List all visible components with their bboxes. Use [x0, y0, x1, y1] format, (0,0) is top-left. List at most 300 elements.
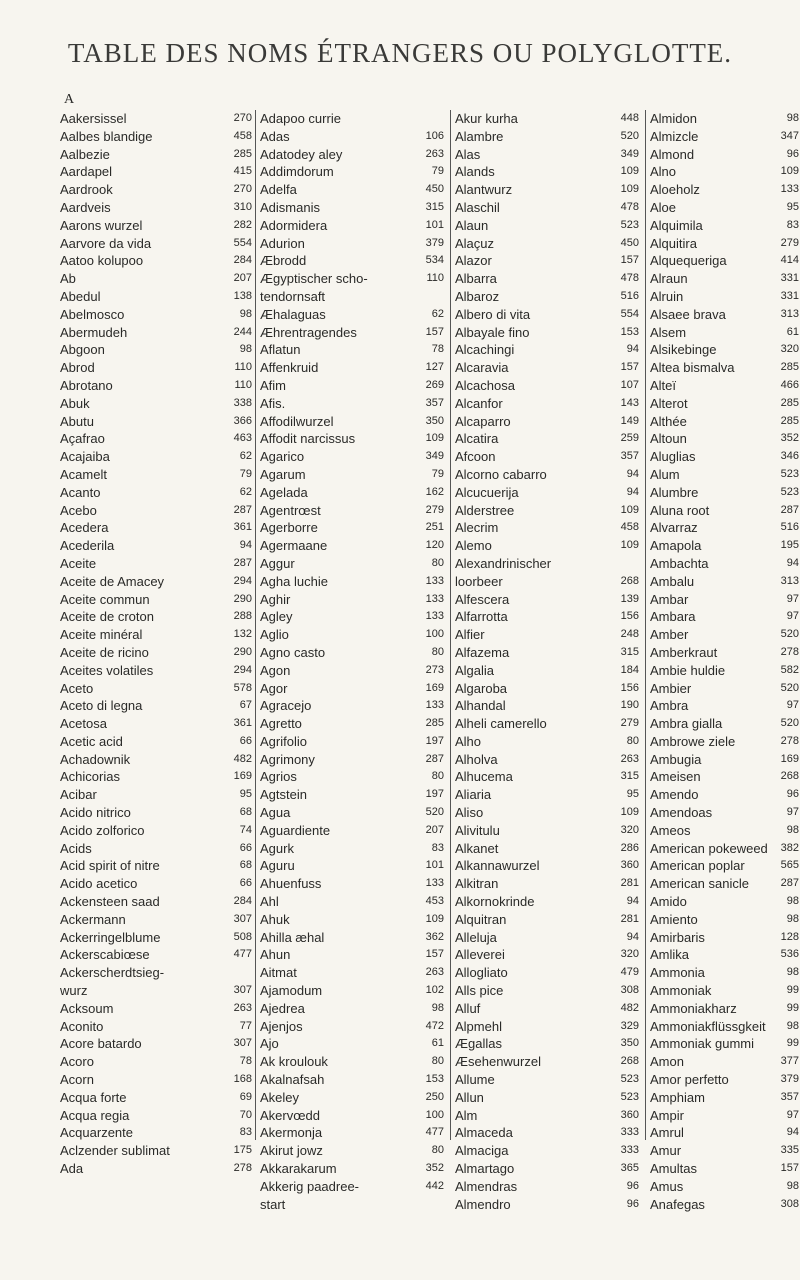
entry-page-number: 477: [425, 1126, 444, 1139]
entry-name: Abedul: [60, 288, 101, 304]
entry-page-number: 67: [239, 699, 252, 712]
entry-name: Alteï: [650, 377, 677, 393]
index-entry: [646, 537, 800, 555]
index-entry: [646, 448, 800, 466]
index-entry: [256, 306, 446, 324]
entry-page-number: 66: [239, 841, 252, 854]
index-entry: [256, 377, 446, 395]
entry-name: Amendo: [650, 787, 699, 803]
entry-name: Alquimila: [650, 217, 703, 233]
entry-name: Allun: [455, 1089, 484, 1105]
entry-name: Alands: [455, 164, 495, 180]
entry-name: Amur: [650, 1143, 682, 1159]
entry-page-number: 244: [233, 325, 252, 338]
index-entry: [646, 822, 800, 840]
entry-name: Amberkraut: [650, 644, 718, 660]
entry-page-number: 523: [620, 1073, 639, 1086]
index-entry: [451, 911, 641, 929]
entry-name: Altoun: [650, 431, 687, 447]
index-entry: [451, 1107, 641, 1125]
index-entry: [60, 662, 250, 680]
entry-name: Ackensteen saad: [60, 894, 160, 910]
index-entry: [646, 306, 800, 324]
index-entry: [451, 430, 641, 448]
entry-page-number: 523: [620, 1090, 639, 1103]
index-entry: [60, 1018, 250, 1036]
entry-page-number: 94: [239, 539, 252, 552]
entry-page-number: 120: [425, 539, 444, 552]
entry-page-number: 478: [620, 272, 639, 285]
index-entry: [451, 768, 641, 786]
entry-name: Almendro: [455, 1196, 511, 1212]
entry-name: Aceite commun: [60, 591, 150, 607]
index-entry: [256, 217, 446, 235]
entry-page-number: 162: [425, 485, 444, 498]
entry-name: Alho: [455, 733, 482, 749]
index-entry: [646, 484, 800, 502]
entry-page-number: 466: [780, 378, 799, 391]
index-entry: [646, 715, 800, 733]
index-entry: [60, 128, 250, 146]
index-entry: [256, 555, 446, 573]
entry-page-number: 520: [620, 129, 639, 142]
entry-page-number: 96: [786, 788, 799, 801]
index-entry: [60, 146, 250, 164]
entry-name: Ammoniakharz: [650, 1000, 737, 1016]
entry-name: Ackermann: [60, 911, 126, 927]
index-entry: [451, 146, 641, 164]
entry-page-number: 68: [239, 806, 252, 819]
entry-name: Ab: [60, 271, 76, 287]
index-entry: [451, 751, 641, 769]
entry-name: Aluglias: [650, 449, 696, 465]
entry-name: Albarra: [455, 271, 497, 287]
index-entry: [256, 430, 446, 448]
index-entry: [646, 217, 800, 235]
index-entry: [60, 1000, 250, 1018]
entry-page-number: 310: [233, 200, 252, 213]
entry-page-number: 169: [425, 681, 444, 694]
index-entry: [60, 946, 250, 964]
entry-page-number: 190: [620, 699, 639, 712]
index-entry: [256, 964, 446, 982]
entry-page-number: 285: [425, 717, 444, 730]
entry-name: Amido: [650, 894, 687, 910]
index-entry: [451, 235, 641, 253]
entry-page-number: 109: [620, 503, 639, 516]
index-entry: [60, 181, 250, 199]
index-entry: [60, 786, 250, 804]
entry-page-number: 516: [620, 289, 639, 302]
entry-name: Akkerig paadree-: [260, 1178, 359, 1194]
entry-page-number: 282: [233, 218, 252, 231]
entry-name: Aguru: [260, 858, 295, 874]
entry-name: American sanicle: [650, 876, 749, 892]
entry-page-number: 62: [239, 450, 252, 463]
entry-name: Ambrowe ziele: [650, 733, 736, 749]
entry-page-number: 100: [425, 1108, 444, 1121]
entry-page-number: 290: [233, 592, 252, 605]
entry-name: Aceite de croton: [60, 609, 154, 625]
index-entry: [646, 146, 800, 164]
index-entry: [646, 1000, 800, 1018]
entry-page-number: 442: [425, 1179, 444, 1192]
entry-page-number: 523: [780, 467, 799, 480]
entry-name: Albayale fino: [455, 324, 530, 340]
index-entry: [646, 751, 800, 769]
index-entry: [256, 751, 446, 769]
entry-name: Adas: [260, 128, 290, 144]
entry-name: Amiento: [650, 911, 698, 927]
index-entry: [451, 608, 641, 626]
index-entry: [451, 573, 641, 591]
entry-name: Aceite minéral: [60, 627, 143, 643]
entry-page-number: 263: [620, 752, 639, 765]
entry-name: Almidon: [650, 111, 697, 126]
index-entry: [60, 608, 250, 626]
entry-page-number: 307: [233, 984, 252, 997]
entry-name: Akirut jowz: [260, 1143, 323, 1159]
entry-page-number: 279: [620, 717, 639, 730]
entry-name: Alsikebinge: [650, 342, 717, 358]
entry-name: Ampir: [650, 1107, 684, 1123]
index-entry: [646, 608, 800, 626]
index-entry: [256, 466, 446, 484]
entry-page-number: 100: [425, 628, 444, 641]
entry-name: Agarico: [260, 449, 305, 465]
entry-page-number: 331: [780, 289, 799, 302]
entry-page-number: 268: [620, 1055, 639, 1068]
entry-name: Albaroz: [455, 288, 500, 304]
entry-page-number: 361: [233, 717, 252, 730]
entry-name: Affodit narcissus: [260, 431, 356, 447]
entry-name: Akur kurha: [455, 111, 518, 126]
entry-page-number: 382: [780, 841, 799, 854]
entry-page-number: 132: [233, 628, 252, 641]
entry-name: Alquitira: [650, 235, 697, 251]
entry-name: Akermonja: [260, 1125, 323, 1141]
entry-name: Acido zolforico: [60, 822, 145, 838]
entry-page-number: 379: [780, 1073, 799, 1086]
entry-name: Adurion: [260, 235, 305, 251]
entry-name: Ambachta: [650, 555, 709, 571]
entry-page-number: 523: [780, 485, 799, 498]
entry-page-number: 582: [780, 663, 799, 676]
index-entry: [256, 768, 446, 786]
index-entry: [256, 644, 446, 662]
index-entry: [646, 519, 800, 537]
entry-page-number: 279: [780, 236, 799, 249]
index-entry: [646, 430, 800, 448]
entry-name: Algaroba: [455, 680, 508, 696]
entry-name: Akervœdd: [260, 1107, 320, 1123]
entry-page-number: 285: [780, 396, 799, 409]
index-entry: [451, 591, 641, 609]
entry-name: start: [260, 1196, 286, 1212]
entry-page-number: 414: [780, 254, 799, 267]
entry-page-number: 80: [626, 734, 639, 747]
entry-page-number: 313: [780, 574, 799, 587]
entry-page-number: 259: [620, 432, 639, 445]
entry-name: Ahilla æhal: [260, 929, 325, 945]
entry-name: Ameos: [650, 822, 691, 838]
entry-name: Ambra gialla: [650, 716, 723, 732]
entry-name: Aglio: [260, 627, 289, 643]
entry-page-number: 352: [780, 432, 799, 445]
entry-page-number: 268: [780, 770, 799, 783]
index-entry: [451, 1035, 641, 1053]
index-entry: [451, 1071, 641, 1089]
entry-name: Alruin: [650, 288, 684, 304]
entry-name: Alaçuz: [455, 235, 495, 251]
entry-page-number: 315: [620, 770, 639, 783]
index-entry: [451, 929, 641, 947]
entry-name: Acederila: [60, 538, 115, 554]
entry-page-number: 270: [233, 183, 252, 196]
index-entry: [60, 555, 250, 573]
index-entry: [60, 1035, 250, 1053]
entry-name: Abgoon: [60, 342, 105, 358]
entry-page-number: 79: [431, 467, 444, 480]
entry-name: Almaceda: [455, 1125, 513, 1141]
entry-name: Affenkruid: [260, 360, 319, 376]
index-entry: [646, 644, 800, 662]
entry-name: Aliaria: [455, 787, 492, 803]
entry-page-number: 95: [786, 200, 799, 213]
entry-name: Afis.: [260, 395, 286, 411]
index-entry: [60, 1089, 250, 1107]
entry-page-number: 143: [620, 396, 639, 409]
entry-page-number: 331: [780, 272, 799, 285]
index-entry: [646, 359, 800, 377]
index-entry: [60, 911, 250, 929]
entry-name: Aflatun: [260, 342, 301, 358]
index-entry: [60, 964, 250, 982]
index-entry: [60, 288, 250, 306]
entry-page-number: 346: [780, 450, 799, 463]
entry-name: Allume: [455, 1072, 495, 1088]
entry-name: Alemo: [455, 538, 492, 554]
entry-page-number: 307: [233, 912, 252, 925]
entry-page-number: 98: [239, 343, 252, 356]
entry-name: Ammonia: [650, 965, 705, 981]
index-entry: [451, 555, 641, 573]
entry-name: Almizcle: [650, 128, 699, 144]
index-entry: [646, 288, 800, 306]
entry-page-number: 133: [780, 183, 799, 196]
index-entry: [451, 1000, 641, 1018]
entry-page-number: 94: [626, 930, 639, 943]
index-entry: [256, 359, 446, 377]
entry-page-number: 360: [620, 1108, 639, 1121]
entry-name: Ahuenfuss: [260, 876, 322, 892]
index-entry: [646, 377, 800, 395]
index-entry: [256, 1178, 446, 1196]
index-entry: [451, 217, 641, 235]
entry-page-number: 285: [233, 147, 252, 160]
entry-page-number: 320: [620, 948, 639, 961]
entry-page-number: 157: [780, 1162, 799, 1175]
index-entry: [451, 270, 641, 288]
entry-name: Amendoas: [650, 805, 713, 821]
entry-name: Amirbaris: [650, 929, 705, 945]
entry-name: Ackerscabiœse: [60, 947, 150, 963]
entry-name: Agua: [260, 805, 291, 821]
index-entry: [60, 715, 250, 733]
index-entry: [646, 1018, 800, 1036]
entry-name: Allogliato: [455, 965, 508, 981]
entry-name: Alquequeriga: [650, 253, 727, 269]
index-entry: [646, 1071, 800, 1089]
entry-name: Aghir: [260, 591, 291, 607]
entry-page-number: 286: [620, 841, 639, 854]
entry-page-number: 102: [425, 984, 444, 997]
entry-page-number: 478: [620, 200, 639, 213]
index-entry: [60, 626, 250, 644]
index-entry: [451, 341, 641, 359]
index-entry: [451, 893, 641, 911]
entry-name: Alfier: [455, 627, 485, 643]
entry-page-number: 287: [233, 503, 252, 516]
index-entry: [256, 857, 446, 875]
entry-page-number: 109: [620, 165, 639, 178]
index-entry: [60, 857, 250, 875]
entry-page-number: 99: [786, 1001, 799, 1014]
entry-page-number: 97: [786, 806, 799, 819]
index-entry: [60, 341, 250, 359]
index-entry: [256, 608, 446, 626]
index-entry: [256, 697, 446, 715]
entry-name: Æhrentragendes: [260, 324, 357, 340]
index-entry: [451, 662, 641, 680]
entry-page-number: 450: [620, 236, 639, 249]
index-entry: [451, 1089, 641, 1107]
entry-name: Alcaparro: [455, 413, 511, 429]
index-entry: [256, 1035, 446, 1053]
entry-name: Açafrao: [60, 431, 105, 447]
entry-page-number: 98: [786, 966, 799, 979]
entry-name: Abuk: [60, 395, 90, 411]
index-entry: [646, 768, 800, 786]
page-title: TABLE DES NOMS ÉTRANGERS OU POLYGLOTTE.: [67, 38, 733, 68]
entry-name: Aceite de ricino: [60, 644, 149, 660]
entry-page-number: 98: [786, 912, 799, 925]
index-entry: [646, 1196, 800, 1214]
entry-name: Alkanet: [455, 840, 499, 856]
entry-page-number: 98: [239, 307, 252, 320]
entry-name: Agermaane: [260, 538, 328, 554]
index-entry: [646, 911, 800, 929]
entry-name: Abutu: [60, 413, 94, 429]
entry-page-number: 458: [620, 521, 639, 534]
index-column-1: [60, 110, 252, 1177]
index-entry: [256, 519, 446, 537]
entry-name: Alecrim: [455, 520, 499, 536]
entry-name: Alcucuerija: [455, 484, 519, 500]
entry-name: Ak kroulouk: [260, 1054, 328, 1070]
index-entry: [646, 252, 800, 270]
entry-name: Ambie huldie: [650, 662, 726, 678]
index-entry: [60, 306, 250, 324]
index-entry: [646, 128, 800, 146]
entry-page-number: 74: [239, 823, 252, 836]
index-entry: [451, 448, 641, 466]
entry-page-number: 62: [239, 485, 252, 498]
entry-name: Acajaiba: [60, 449, 110, 465]
entry-name: Aardveis: [60, 199, 111, 215]
entry-name: Alazor: [455, 253, 492, 269]
index-entry: [451, 484, 641, 502]
entry-page-number: 554: [620, 307, 639, 320]
entry-name: Acid spirit of nitre: [60, 858, 160, 874]
index-entry: [646, 840, 800, 858]
entry-name: tendornsaft: [260, 288, 326, 304]
entry-page-number: 207: [425, 823, 444, 836]
entry-name: Acquarzente: [60, 1125, 133, 1141]
entry-page-number: 284: [233, 254, 252, 267]
entry-name: Ambalu: [650, 573, 695, 589]
entry-name: Affodilwurzel: [260, 413, 334, 429]
index-entry: [256, 822, 446, 840]
entry-page-number: 96: [786, 147, 799, 160]
index-entry: [256, 733, 446, 751]
index-entry: [60, 1124, 250, 1142]
index-entry: [451, 733, 641, 751]
entry-page-number: 520: [780, 717, 799, 730]
index-entry: [451, 840, 641, 858]
entry-page-number: 168: [233, 1073, 252, 1086]
index-entry: [646, 929, 800, 947]
index-entry: [451, 964, 641, 982]
entry-name: Aluna root: [650, 502, 710, 518]
entry-page-number: 78: [239, 1055, 252, 1068]
entry-page-number: 175: [233, 1144, 252, 1157]
index-entry: [60, 448, 250, 466]
entry-name: Alantwurz: [455, 182, 513, 198]
index-entry: [451, 537, 641, 555]
entry-name: Aceto di legna: [60, 698, 143, 714]
entry-page-number: 197: [425, 734, 444, 747]
entry-name: Algalia: [455, 662, 495, 678]
index-entry: [256, 270, 446, 288]
entry-page-number: 294: [233, 663, 252, 676]
entry-page-number: 251: [425, 521, 444, 534]
entry-page-number: 68: [239, 859, 252, 872]
entry-page-number: 508: [233, 930, 252, 943]
index-entry: [256, 982, 446, 1000]
entry-page-number: 61: [786, 325, 799, 338]
entry-name: Addimdorum: [260, 164, 334, 180]
entry-page-number: 98: [786, 1019, 799, 1032]
entry-page-number: 133: [425, 610, 444, 623]
entry-name: Aarvore da vida: [60, 235, 152, 251]
index-entry: [451, 1196, 641, 1214]
entry-name: Acoro: [60, 1054, 94, 1070]
index-entry: [451, 626, 641, 644]
entry-page-number: 153: [620, 325, 639, 338]
entry-page-number: 448: [620, 112, 639, 124]
entry-page-number: 127: [425, 361, 444, 374]
index-entry: [60, 502, 250, 520]
entry-name: Acebo: [60, 502, 97, 518]
index-entry: [451, 110, 641, 128]
entry-page-number: 263: [425, 966, 444, 979]
entry-name: Alcatira: [455, 431, 499, 447]
index-entry: [256, 591, 446, 609]
index-entry: [451, 1142, 641, 1160]
entry-name: Ambier: [650, 680, 692, 696]
entry-page-number: 184: [620, 663, 639, 676]
